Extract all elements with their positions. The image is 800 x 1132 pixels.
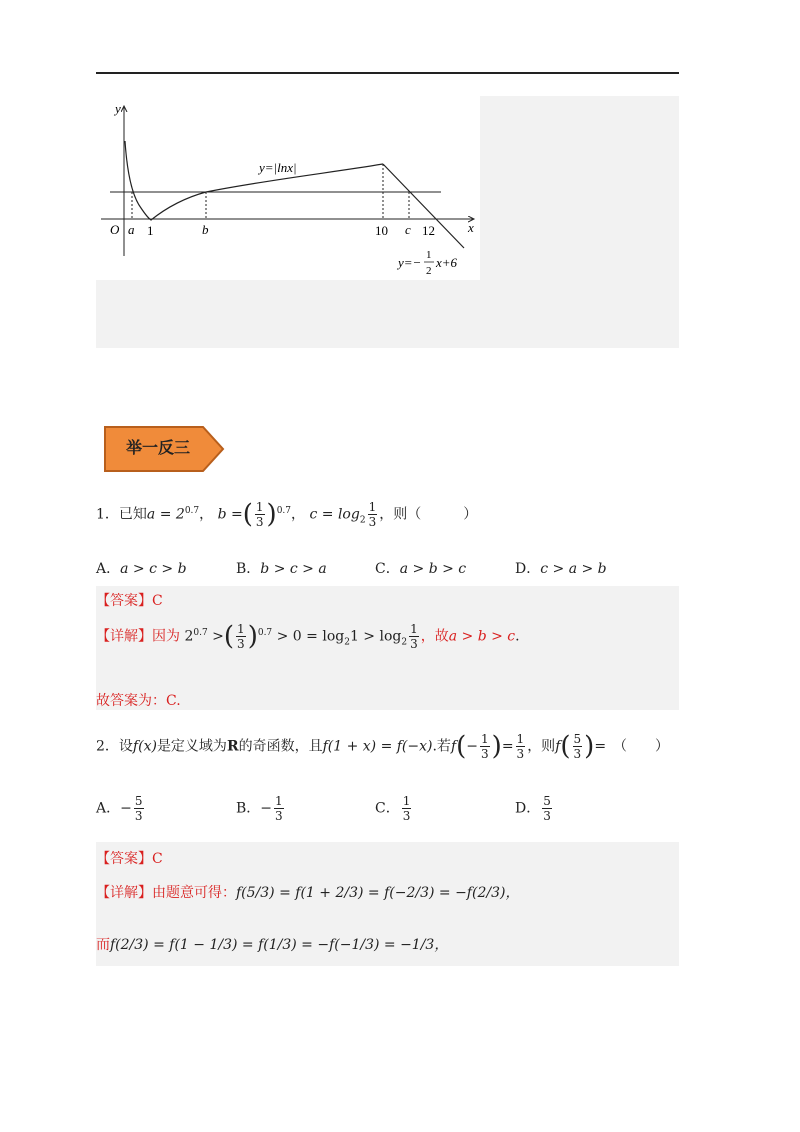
label-line-prefix: y=−	[398, 255, 422, 270]
header-rule	[96, 72, 679, 74]
label-line-num: 1	[426, 249, 432, 261]
q1-c-frac: $\frac{1}{3}$	[368, 500, 377, 529]
label-10: 10	[375, 223, 388, 238]
q2-detail-line1: 【详解】由题意可得：f(5/3) = f(1 + 2/3) = f(−2/3) = −f(2/3)，	[96, 885, 520, 901]
q1-b-frac: $\frac{1}{3}$	[255, 500, 264, 529]
q1-prefix: 1．已知	[96, 506, 147, 523]
q1-option-b[interactable]: B．b > c > a	[236, 561, 327, 577]
q2-option-b[interactable]: B．− $\frac{1}{3}$	[236, 794, 283, 823]
badge-label: 举一反三	[125, 438, 190, 457]
label-y-axis: y	[115, 101, 121, 116]
graph-svg	[96, 96, 480, 280]
q1-conclusion: 故答案为：C.	[96, 693, 181, 709]
q1-option-d[interactable]: D．c > a > b	[515, 561, 607, 577]
q1-option-a[interactable]: A．a > c > b	[96, 561, 187, 577]
q1-c-def: c = log	[309, 506, 360, 523]
q1-b-exp: 0.7	[276, 505, 292, 516]
q1-stem: 1．已知$a = 2^{0.7}$， b =( $\frac{1}{3}$ )$^{0.7}$， $c = \log_2$ $\frac{1}{3}$ ，则（ ）	[96, 499, 478, 530]
q2-answer: 【答案】C	[96, 851, 163, 867]
q2-stem: 2．设f(x)是定义域为R的奇函数，且f(1 + x) = f(−x).若f(− $\frac{1}{3}$ )= $\frac{1}{3}$ ，则f( $\frac{5}{3}$ )= （ ）	[96, 731, 670, 762]
label-x-axis: x	[468, 220, 474, 235]
label-a: a	[128, 222, 135, 237]
q1-answer: 【答案】C	[96, 593, 163, 609]
label-1: 1	[147, 223, 154, 238]
q1-option-c[interactable]: C．a > b > c	[375, 561, 467, 577]
q1-a-def: a = 2	[146, 506, 185, 523]
q1-a-exp: 0.7	[184, 505, 200, 516]
label-origin: O	[110, 222, 120, 237]
label-line-den: 2	[426, 265, 432, 277]
label-line-suffix: x+6	[436, 255, 458, 270]
label-c: c	[405, 222, 411, 237]
label-abs-ln: y=|lnx|	[259, 160, 297, 175]
q1-b-def: b =	[217, 506, 243, 523]
q2-option-d[interactable]: D． $\frac{5}{3}$	[515, 794, 551, 823]
q2-option-c[interactable]: C． $\frac{1}{3}$	[375, 794, 411, 823]
label-12: 12	[422, 223, 435, 238]
q1-suffix: ，则（ ）	[379, 506, 478, 523]
label-b: b	[202, 222, 209, 237]
function-graph	[96, 96, 480, 280]
section-badge	[103, 425, 225, 473]
q2-option-a[interactable]: A．− $\frac{5}{3}$	[96, 794, 143, 823]
q1-detail: 【详解】因为 $2^{0.7}$ >( $\frac{1}{3}$ )$^{0.7} > 0 = \log_21 > \log_2$ $\frac{1}{3}$ ，故a > b > c.	[96, 621, 520, 652]
abs-ln-curve	[125, 141, 383, 220]
q2-detail-line2: 而f(2/3) = f(1 − 1/3) = f(1/3) = −f(−1/3) = −1/3，	[96, 937, 449, 953]
